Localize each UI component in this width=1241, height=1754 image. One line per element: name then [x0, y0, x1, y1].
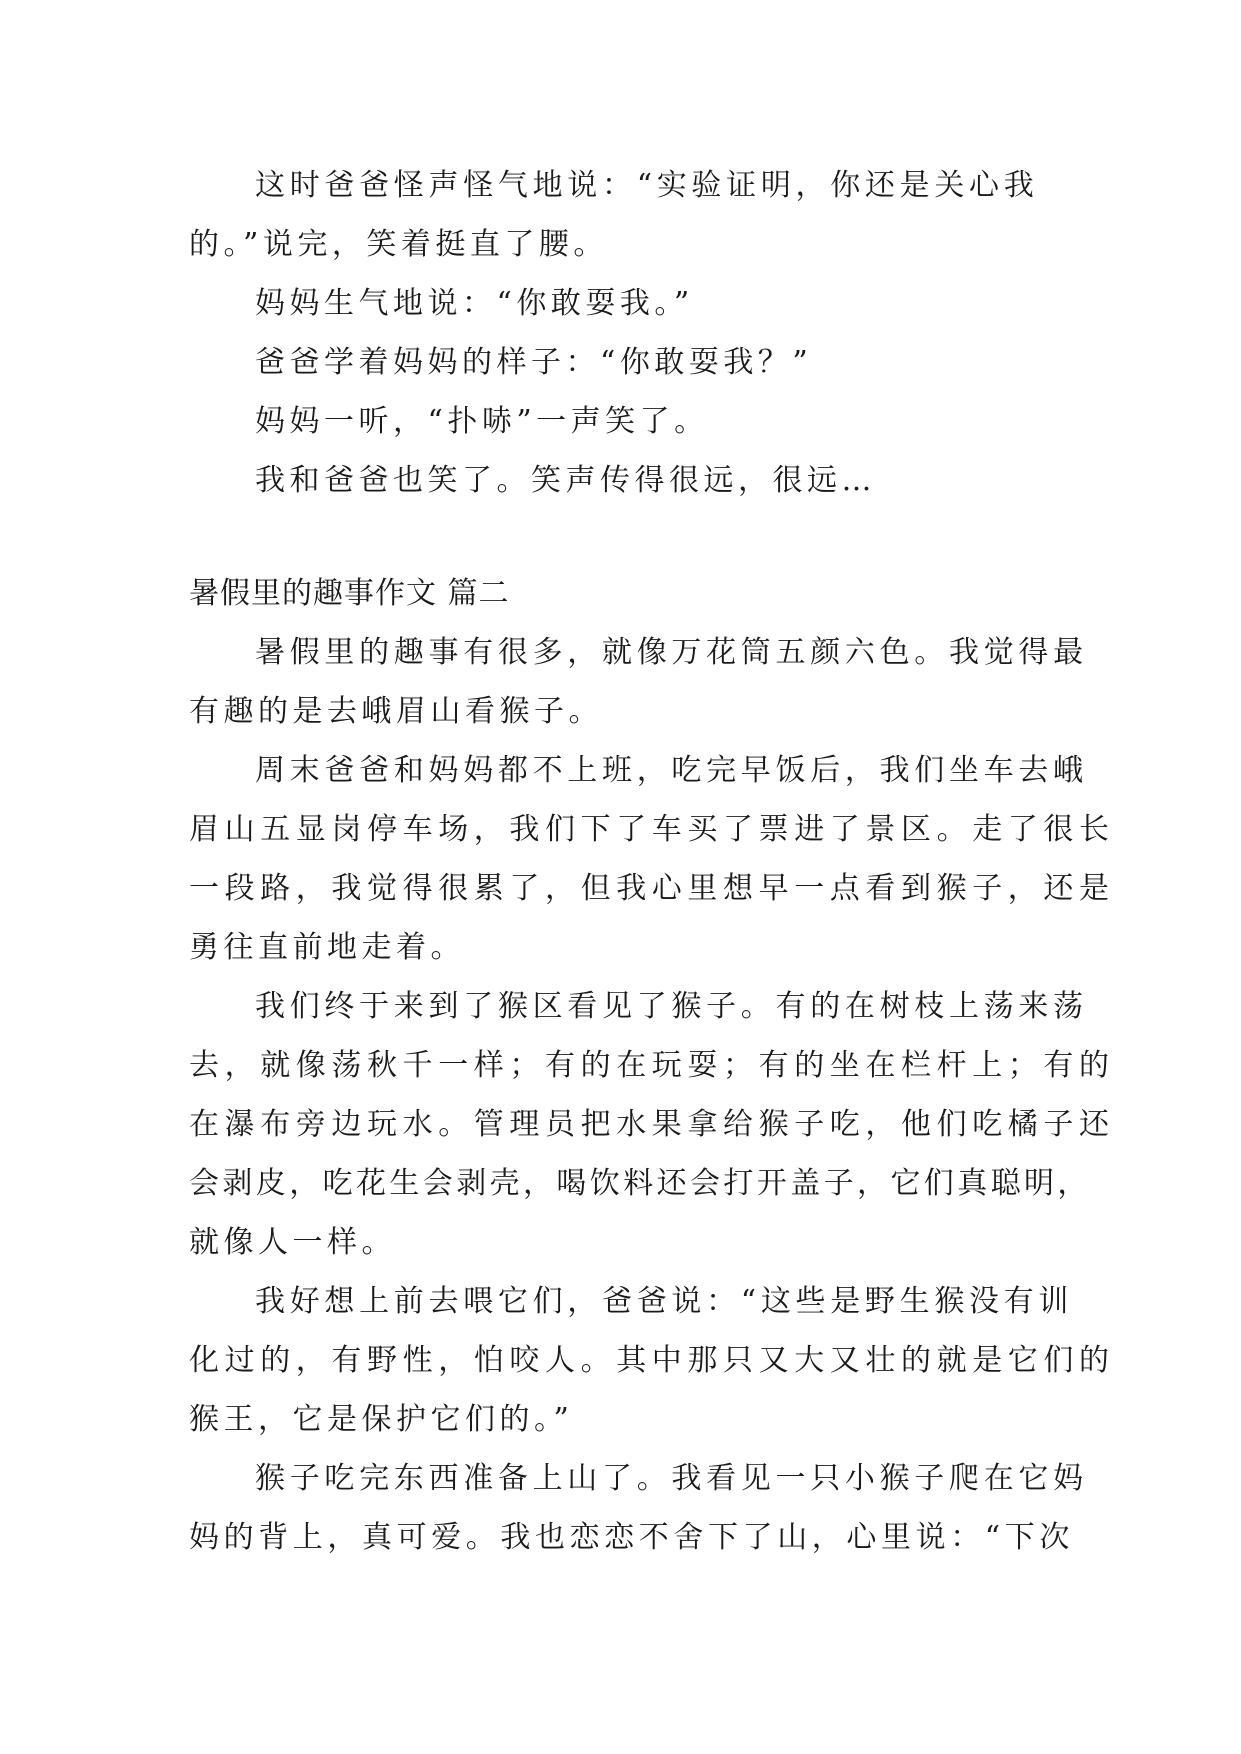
paragraph-line: 会剥皮，吃花生会剥壳，喝饮料还会打开盖子，它们真聪明， — [189, 1166, 1091, 1201]
paragraph-line: 周末爸爸和妈妈都不上班，吃完早饭后，我们坐车去峨 — [255, 753, 1088, 788]
paragraph-line: 就像人一样。 — [189, 1225, 396, 1260]
paragraph-line: 爸爸学着妈妈的样子：“你敢耍我？” — [255, 345, 813, 380]
paragraph-line: 猴王，它是保护它们的。” — [189, 1402, 574, 1437]
paragraph-line: 猴子吃完东西准备上山了。我看见一只小猴子爬在它妈 — [255, 1461, 1088, 1496]
paragraph-line: 有趣的是去峨眉山看猴子。 — [189, 694, 603, 729]
paragraph-line: 勇往直前地走着。 — [189, 930, 465, 965]
paragraph-line: 妈妈生气地说：“你敢耍我。” — [255, 286, 694, 321]
paragraph-line: 妈妈一听，“扑哧”一声笑了。 — [255, 404, 709, 439]
paragraph-line: 我们终于来到了猴区看见了猴子。有的在树枝上荡来荡 — [255, 989, 1088, 1024]
paragraph-line: 这时爸爸怪声怪气地说：“实验证明，你还是关心我 — [255, 168, 1039, 203]
paragraph-line: 去，就像荡秋千一样；有的在玩耍；有的坐在栏杆上；有的 — [189, 1048, 1115, 1083]
paragraph-line: 眉山五显岗停车场，我们下了车买了票进了景区。走了很长 — [189, 812, 1115, 847]
paragraph-line: 暑假里的趣事有很多，就像万花筒五颜六色。我觉得最 — [255, 635, 1088, 670]
paragraph-line: 妈的背上，真可爱。我也恋恋不舍下了山，心里说：“下次 — [189, 1520, 1074, 1555]
paragraph-line: 一段路，我觉得很累了，但我心里想早一点看到猴子，还是 — [189, 871, 1115, 906]
paragraph-line: 化过的，有野性，怕咬人。其中那只又大又壮的就是它们的 — [189, 1343, 1115, 1378]
paragraph-line: 在瀑布旁边玩水。管理员把水果拿给猴子吃，他们吃橘子还 — [189, 1107, 1115, 1142]
paragraph-line: 我和爸爸也笑了。笑声传得很远，很远… — [255, 463, 876, 498]
section-heading: 暑假里的趣事作文 篇二 — [189, 576, 510, 611]
paragraph-line: 我好想上前去喂它们，爸爸说：“这些是野生猴没有训 — [255, 1284, 1074, 1319]
paragraph-line: 的。”说完，笑着挺直了腰。 — [189, 227, 608, 262]
